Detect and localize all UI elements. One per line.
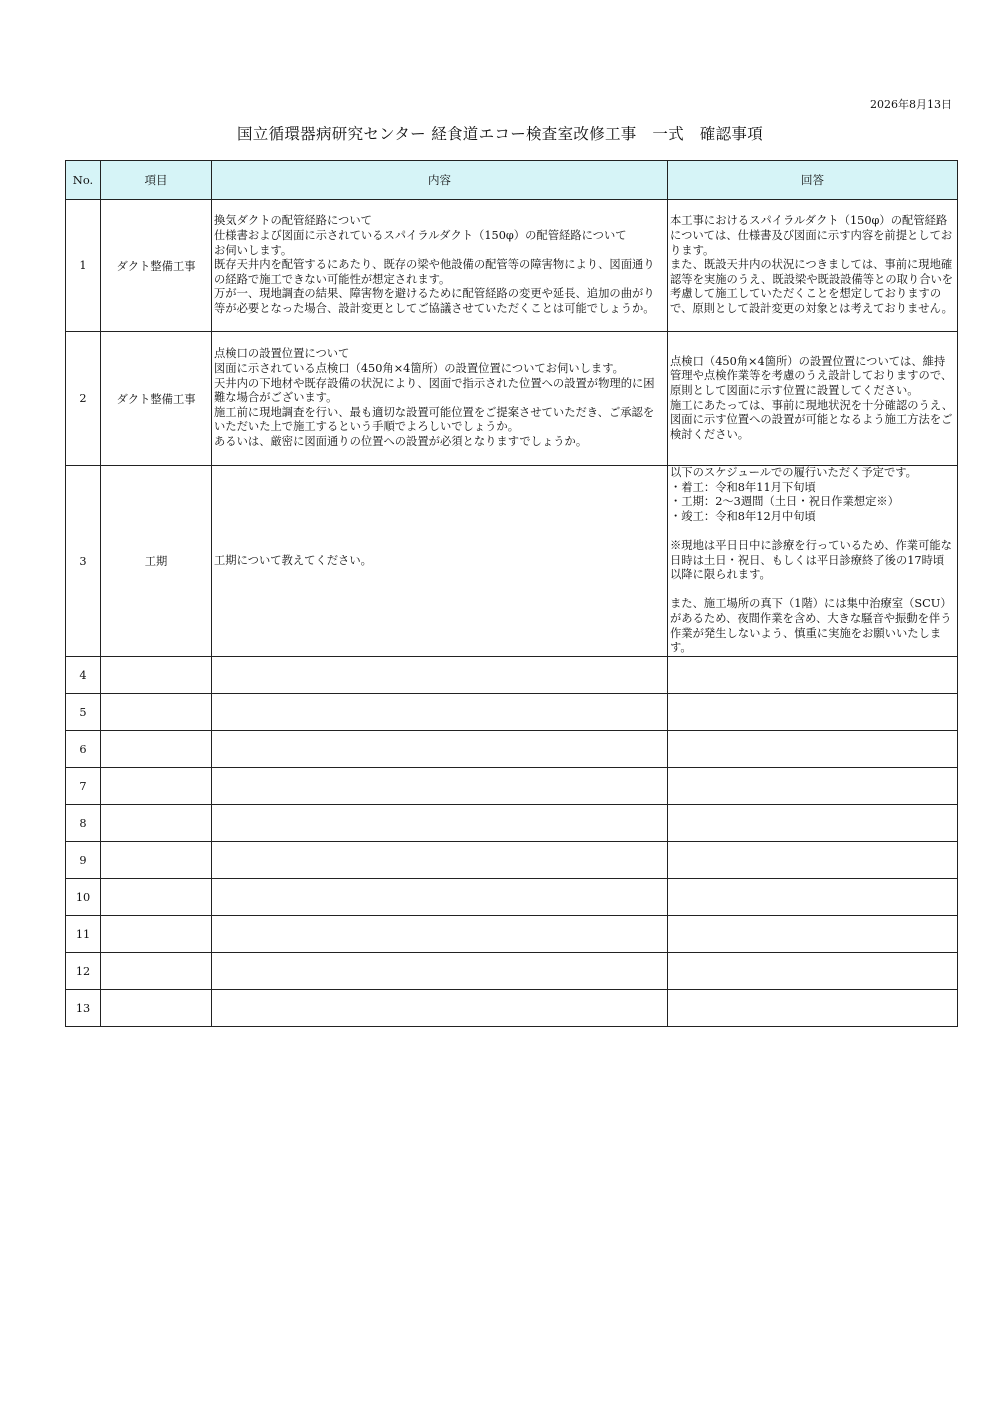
row-no: 9 <box>66 842 101 879</box>
row-content <box>212 916 668 953</box>
table-row <box>66 916 958 953</box>
row-no: 10 <box>66 879 101 916</box>
row-no: 11 <box>66 916 101 953</box>
table-row <box>66 953 958 990</box>
row-no: 5 <box>66 694 101 731</box>
table-row <box>66 805 958 842</box>
row-item <box>101 805 212 842</box>
table-row <box>66 879 958 916</box>
row-item: 工期 <box>101 466 212 657</box>
row-answer <box>668 805 958 842</box>
row-no: 12 <box>66 953 101 990</box>
row-no: 6 <box>66 731 101 768</box>
row-no: 4 <box>66 657 101 694</box>
row-no: 1 <box>66 200 101 332</box>
row-no: 8 <box>66 805 101 842</box>
row-item <box>101 916 212 953</box>
row-answer: 以下のスケジュールでの履行いただく予定です。 ・着工：令和8年11月下旬頃 ・工期：2〜3週間（土日・祝日作業想定※） ・竣工：令和8年12月中旬頃 ※現地は平日日中に診療を行っているため、作業可能な日時は土日・祝日、もしくは平日診療終了後の17時頃以降に限られます。 また、施工場所の真下（1階）には集中治療室（SCU）があるため、夜間作業を含め、大きな騒音や振動を伴う作業が発生しないよう、慎重に実施をお願いいたします。 <box>668 466 958 657</box>
row-answer <box>668 768 958 805</box>
row-answer: 本工事におけるスパイラルダクト（150φ）の配管経路については、仕様書及び図面に示す内容を前提としております。 また、既設天井内の状況につきましては、事前に現地確認等を実施のうえ、既設梁や既設設備等との取り合いを考慮して施工していただくことを想定しておりますので、原則として設計変更の対象とは考えておりません。 <box>668 200 958 332</box>
table-row <box>66 731 958 768</box>
row-content <box>212 694 668 731</box>
row-answer: 点検口（450角×4箇所）の設置位置については、維持管理や点検作業等を考慮のうえ設計しておりますので、原則として図面に示す位置に設置してください。 施工にあたっては、事前に現地状況を十分確認のうえ、図面に示す位置への設置が可能となるよう施工方法をご検討ください。 <box>668 332 958 466</box>
row-content <box>212 731 668 768</box>
row-no: 13 <box>66 990 101 1027</box>
row-answer <box>668 953 958 990</box>
row-answer <box>668 879 958 916</box>
row-answer <box>668 731 958 768</box>
row-content: 点検口の設置位置について 図面に示されている点検口（450角×4箇所）の設置位置についてお伺いします。 天井内の下地材や既存設備の状況により、図面で指示された位置への設置が物理的に困難な場合がございます。 施工前に現地調査を行い、最も適切な設置可能位置をご提案させていただき、ご承認をいただいた上で施工するという手順でよろしいでしょうか。 あるいは、厳密に図面通りの位置への設置が必須となりますでしょうか。 <box>212 332 668 466</box>
header-content: 内容 <box>212 161 668 200</box>
row-item <box>101 879 212 916</box>
row-item: ダクト整備工事 <box>101 200 212 332</box>
table-row <box>66 332 958 466</box>
header-answer: 回答 <box>668 161 958 200</box>
row-content <box>212 879 668 916</box>
header-no: No. <box>66 161 101 200</box>
document-title: 国立循環器病研究センター 経食道エコー検査室改修工事 一式 確認事項 <box>236 125 763 143</box>
header-row <box>66 161 958 200</box>
table-row <box>66 694 958 731</box>
row-content <box>212 953 668 990</box>
row-content <box>212 657 668 694</box>
row-no: 7 <box>66 768 101 805</box>
row-item: ダクト整備工事 <box>101 332 212 466</box>
document-date: 2026年8月13日 <box>870 98 952 111</box>
row-content <box>212 805 668 842</box>
row-content <box>212 768 668 805</box>
header-item: 項目 <box>101 161 212 200</box>
table-body <box>66 200 958 1027</box>
row-answer <box>668 916 958 953</box>
row-item <box>101 657 212 694</box>
table-row <box>66 990 958 1027</box>
row-no: 2 <box>66 332 101 466</box>
table-row <box>66 657 958 694</box>
row-item <box>101 694 212 731</box>
table-row <box>66 200 958 332</box>
row-item <box>101 842 212 879</box>
row-item <box>101 768 212 805</box>
row-item <box>101 953 212 990</box>
row-no: 3 <box>66 466 101 657</box>
table-row <box>66 466 958 657</box>
row-content: 工期について教えてください。 <box>212 466 668 657</box>
table-row <box>66 842 958 879</box>
row-answer <box>668 657 958 694</box>
row-content <box>212 990 668 1027</box>
row-answer <box>668 694 958 731</box>
table-header <box>66 161 958 200</box>
row-answer <box>668 842 958 879</box>
row-content <box>212 842 668 879</box>
row-answer <box>668 990 958 1027</box>
row-content: 換気ダクトの配管経路について 仕様書および図面に示されているスパイラルダクト（150φ）の配管経路について お伺いします。 既存天井内を配管するにあたり、既存の梁や他設備の配管等の障害物により、図面通りの経路で施工できない可能性が想定されます。 万が一、現地調査の結果、障害物を避けるために配管経路の変更や延長、追加の曲がり等が必要となった場合、設計変更としてご協議させていただくことは可能でしょうか。 <box>212 200 668 332</box>
confirmation-table <box>65 160 958 1027</box>
row-item <box>101 731 212 768</box>
row-item <box>101 990 212 1027</box>
table-row <box>66 768 958 805</box>
